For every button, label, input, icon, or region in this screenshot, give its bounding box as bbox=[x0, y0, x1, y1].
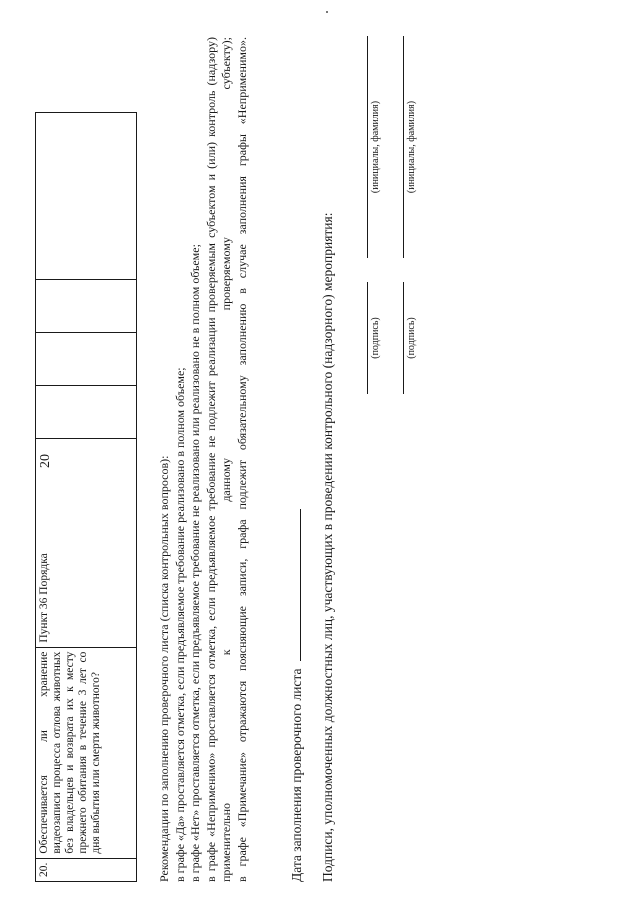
recommendation-item-no: в графе «Нет» проставляется отметка, если предъявляемое требование не реализовано или реализовано не в полном объеме; bbox=[188, 244, 202, 882]
signature-row bbox=[367, 34, 389, 394]
recommendations-block bbox=[157, 37, 250, 882]
scan-speck bbox=[326, 11, 328, 13]
signature-row bbox=[403, 34, 425, 394]
signature-line[interactable] bbox=[403, 282, 404, 394]
recommendation-item-note: в графе «Примечание» отражаются поясняющие записи, графа подлежит обязательному заполнению в случае заполнения графы «Неприменимо». bbox=[234, 37, 249, 882]
table-row bbox=[36, 112, 137, 881]
name-line[interactable] bbox=[367, 36, 368, 258]
row-number-cell: 20. bbox=[36, 858, 137, 881]
fill-date-label: Дата заполнения проверочного листа bbox=[289, 668, 304, 882]
recommendation-item-yes: в графе «Да» проставляется отметка, если предъявляемое требование реализовано в полном объеме; bbox=[172, 367, 187, 882]
name-line[interactable] bbox=[403, 36, 404, 258]
reference-cell: Пункт 36 Порядка bbox=[36, 438, 137, 647]
signature-caption: (подпись) bbox=[406, 317, 417, 359]
rotated-page-content bbox=[35, 22, 635, 882]
not-applicable-cell[interactable] bbox=[36, 279, 137, 332]
name-caption: (инициалы, фамилия) bbox=[406, 100, 417, 194]
name-caption: (инициалы, фамилия) bbox=[370, 100, 381, 194]
recommendations-heading: Рекомендации по заполнению проверочного листа (списка контрольных вопросов): bbox=[157, 455, 171, 882]
yes-answer-cell[interactable] bbox=[36, 385, 137, 438]
signature-caption: (подпись) bbox=[370, 317, 381, 359]
recommendation-item-not-applicable: в графе «Неприменимо» проставляется отметка, если предъявляемое требование не подлежит реализации проверяемым субъектом и (или) контроль (надзору) применительно к данному проверяемому субъекту); bbox=[203, 37, 233, 882]
checklist-table bbox=[35, 112, 137, 882]
question-cell: Обеспечивается ли хранение видеозаписи процесса отлова животных без владельцев и возврата их к месту прежнего обитания в течение 3 лет со дня выбытия или смерти животного? bbox=[36, 647, 137, 858]
note-cell[interactable] bbox=[36, 112, 137, 279]
fill-date-field[interactable] bbox=[287, 509, 301, 661]
signatures-heading: Подписи, уполномоченных должностных лиц, участвующих в проведении контрольного (надзорного) мероприятия: bbox=[320, 212, 335, 882]
fill-date-line bbox=[287, 509, 306, 882]
signature-line[interactable] bbox=[367, 282, 368, 394]
no-answer-cell[interactable] bbox=[36, 332, 137, 385]
page-number: 20 bbox=[38, 454, 53, 468]
